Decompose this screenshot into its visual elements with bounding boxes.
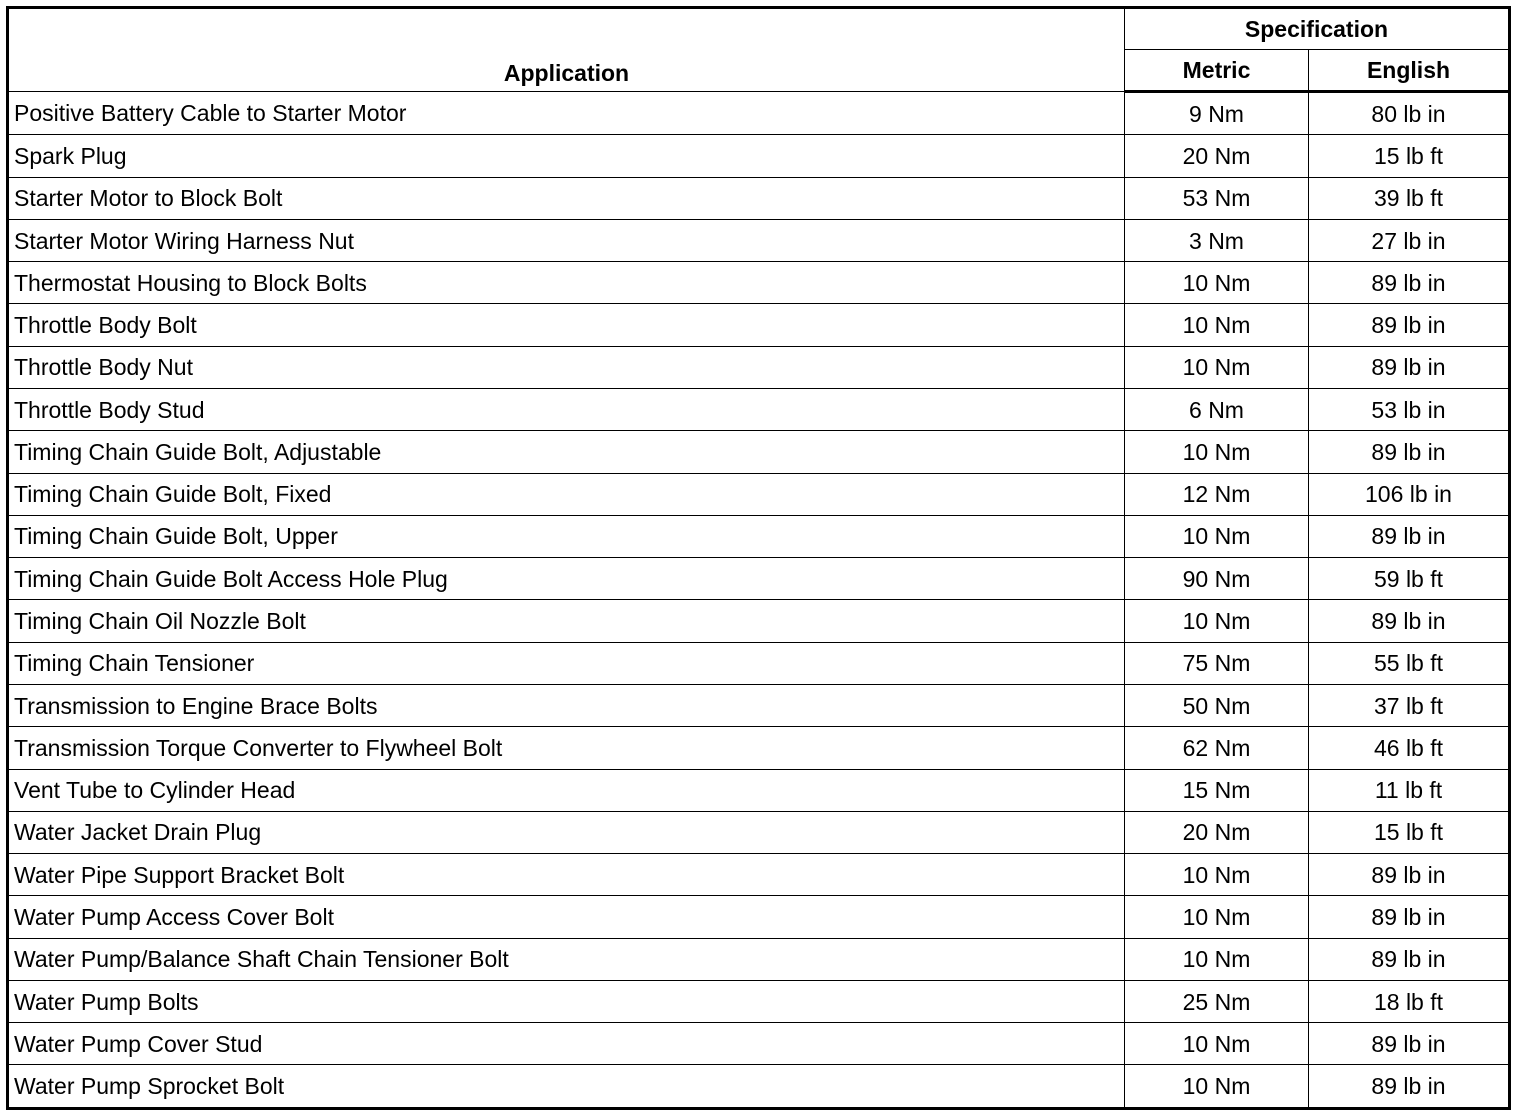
metric-cell: 3 Nm: [1125, 219, 1309, 261]
table-row: [8, 684, 1510, 726]
application-cell: Water Pump Access Cover Bolt: [8, 896, 1125, 938]
table-row: [8, 92, 1510, 135]
table-header: [8, 8, 1510, 92]
english-cell: 27 lb in: [1309, 219, 1510, 261]
table-row: [8, 473, 1510, 515]
application-cell: Timing Chain Guide Bolt, Upper: [8, 515, 1125, 557]
english-cell: 55 lb ft: [1309, 642, 1510, 684]
english-cell: 39 lb ft: [1309, 177, 1510, 219]
metric-cell: 62 Nm: [1125, 727, 1309, 769]
metric-cell: 15 Nm: [1125, 769, 1309, 811]
metric-cell: 10 Nm: [1125, 304, 1309, 346]
metric-cell: 10 Nm: [1125, 600, 1309, 642]
metric-column-header: Metric: [1125, 50, 1309, 92]
table-row: [8, 1023, 1510, 1065]
english-cell: 89 lb in: [1309, 938, 1510, 980]
metric-cell: 10 Nm: [1125, 854, 1309, 896]
table-row: [8, 600, 1510, 642]
application-cell: Thermostat Housing to Block Bolts: [8, 262, 1125, 304]
metric-cell: 10 Nm: [1125, 938, 1309, 980]
table-row: [8, 642, 1510, 684]
application-cell: Timing Chain Guide Bolt, Fixed: [8, 473, 1125, 515]
table-row: [8, 980, 1510, 1022]
english-cell: 15 lb ft: [1309, 135, 1510, 177]
application-cell: Water Pump Bolts: [8, 980, 1125, 1022]
header-row-top: [8, 8, 1510, 50]
application-cell: Timing Chain Tensioner: [8, 642, 1125, 684]
metric-cell: 10 Nm: [1125, 346, 1309, 388]
metric-cell: 10 Nm: [1125, 515, 1309, 557]
application-cell: Timing Chain Guide Bolt, Adjustable: [8, 431, 1125, 473]
metric-cell: 10 Nm: [1125, 1065, 1309, 1109]
application-cell: Timing Chain Oil Nozzle Bolt: [8, 600, 1125, 642]
table-row: [8, 854, 1510, 896]
english-cell: 46 lb ft: [1309, 727, 1510, 769]
english-cell: 37 lb ft: [1309, 684, 1510, 726]
english-cell: 89 lb in: [1309, 854, 1510, 896]
metric-cell: 20 Nm: [1125, 811, 1309, 853]
english-cell: 89 lb in: [1309, 1023, 1510, 1065]
application-cell: Starter Motor to Block Bolt: [8, 177, 1125, 219]
english-cell: 15 lb ft: [1309, 811, 1510, 853]
metric-cell: 10 Nm: [1125, 262, 1309, 304]
torque-spec-table: [6, 6, 1511, 1110]
application-cell: Water Jacket Drain Plug: [8, 811, 1125, 853]
english-cell: 89 lb in: [1309, 262, 1510, 304]
application-cell: Water Pump Sprocket Bolt: [8, 1065, 1125, 1109]
application-cell: Water Pump Cover Stud: [8, 1023, 1125, 1065]
application-column-header: Application: [8, 8, 1125, 92]
english-cell: 18 lb ft: [1309, 980, 1510, 1022]
table-row: [8, 262, 1510, 304]
application-cell: Spark Plug: [8, 135, 1125, 177]
metric-cell: 10 Nm: [1125, 896, 1309, 938]
application-cell: Vent Tube to Cylinder Head: [8, 769, 1125, 811]
application-cell: Positive Battery Cable to Starter Motor: [8, 92, 1125, 135]
english-column-header: English: [1309, 50, 1510, 92]
application-cell: Timing Chain Guide Bolt Access Hole Plug: [8, 558, 1125, 600]
english-cell: 106 lb in: [1309, 473, 1510, 515]
metric-cell: 50 Nm: [1125, 684, 1309, 726]
metric-cell: 53 Nm: [1125, 177, 1309, 219]
english-cell: 89 lb in: [1309, 896, 1510, 938]
table-row: [8, 388, 1510, 430]
application-cell: Water Pipe Support Bracket Bolt: [8, 854, 1125, 896]
english-cell: 89 lb in: [1309, 431, 1510, 473]
metric-cell: 10 Nm: [1125, 1023, 1309, 1065]
application-cell: Throttle Body Stud: [8, 388, 1125, 430]
english-cell: 59 lb ft: [1309, 558, 1510, 600]
application-cell: Transmission to Engine Brace Bolts: [8, 684, 1125, 726]
table-row: [8, 769, 1510, 811]
table-row: [8, 346, 1510, 388]
english-cell: 89 lb in: [1309, 515, 1510, 557]
application-cell: Throttle Body Bolt: [8, 304, 1125, 346]
table-row: [8, 219, 1510, 261]
application-cell: Throttle Body Nut: [8, 346, 1125, 388]
table-row: [8, 431, 1510, 473]
metric-cell: 9 Nm: [1125, 92, 1309, 135]
metric-cell: 20 Nm: [1125, 135, 1309, 177]
application-cell: Starter Motor Wiring Harness Nut: [8, 219, 1125, 261]
table-row: [8, 304, 1510, 346]
table-body: [8, 92, 1510, 1109]
application-cell: Water Pump/Balance Shaft Chain Tensioner Bolt: [8, 938, 1125, 980]
metric-cell: 10 Nm: [1125, 431, 1309, 473]
metric-cell: 90 Nm: [1125, 558, 1309, 600]
metric-cell: 75 Nm: [1125, 642, 1309, 684]
table-row: [8, 177, 1510, 219]
metric-cell: 6 Nm: [1125, 388, 1309, 430]
english-cell: 11 lb ft: [1309, 769, 1510, 811]
english-cell: 89 lb in: [1309, 304, 1510, 346]
english-cell: 80 lb in: [1309, 92, 1510, 135]
table-row: [8, 135, 1510, 177]
metric-cell: 25 Nm: [1125, 980, 1309, 1022]
english-cell: 89 lb in: [1309, 1065, 1510, 1109]
table-row: [8, 938, 1510, 980]
application-cell: Transmission Torque Converter to Flywheel Bolt: [8, 727, 1125, 769]
specification-group-header: Specification: [1125, 8, 1510, 50]
table-row: [8, 811, 1510, 853]
table-row: [8, 515, 1510, 557]
table-row: [8, 558, 1510, 600]
english-cell: 89 lb in: [1309, 346, 1510, 388]
english-cell: 53 lb in: [1309, 388, 1510, 430]
english-cell: 89 lb in: [1309, 600, 1510, 642]
table-row: [8, 727, 1510, 769]
table-row: [8, 896, 1510, 938]
table-row: [8, 1065, 1510, 1109]
metric-cell: 12 Nm: [1125, 473, 1309, 515]
